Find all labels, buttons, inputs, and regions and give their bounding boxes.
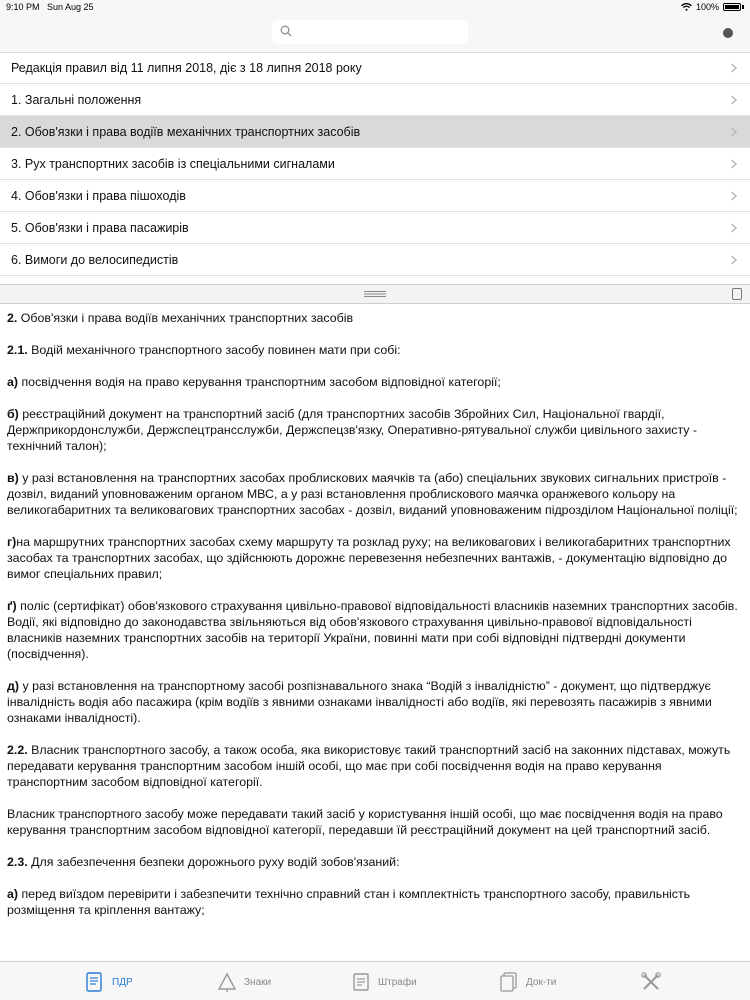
search-bar (0, 14, 750, 53)
chevron-right-icon (730, 191, 738, 201)
tab-znaky[interactable] (216, 968, 271, 996)
toc-item-6[interactable] (0, 244, 750, 276)
search-icon (280, 25, 292, 37)
toc-item-label: 6. Вимоги до велосипедистів (11, 253, 179, 267)
toc-item-3[interactable] (0, 148, 750, 180)
tab-label: ПДР (112, 976, 133, 988)
rule-2-3-a: а) перед виїздом перевірити і забезпечити технічно справний стан і комплектність транспортного засобу, правильність розміщення та кріплення вантажу; (7, 887, 691, 917)
toc-item-label: 3. Рух транспортних засобів із спеціальними сигналами (11, 157, 335, 171)
rule-2-2: 2.2. Власник транспортного засобу, а також особа, яка використовує такий транспортний засіб на законних підставах, можуть передавати керування транспортним засобом іншій особі, що має при собі посвідчення водія на право керування транспортним засобом відповідної категорії. (7, 743, 731, 789)
chevron-right-icon (730, 159, 738, 169)
panel-toggle-icon[interactable] (732, 288, 742, 300)
road-sign-icon (216, 971, 238, 993)
chevron-right-icon (730, 95, 738, 105)
chevron-right-icon (730, 255, 738, 265)
toc-item-2[interactable] (0, 116, 750, 148)
rule-2-3: 2.3. Для забезпечення безпеки дорожнього руху водій зобов'язаний: (7, 855, 400, 869)
toc-item-label: Редакція правил від 11 липня 2018, діє з 18 липня 2018 року (11, 61, 362, 75)
toc-item-label: 1. Загальні положення (11, 93, 142, 107)
toc-item-label: 2. Обов'язки і права водіїв механічних транспортних засобів (11, 125, 361, 139)
status-date: Sun Aug 25 (47, 2, 94, 12)
fine-document-icon (350, 971, 372, 993)
tab-label: Знаки (244, 976, 272, 988)
tab-settings[interactable] (640, 968, 662, 996)
rule-2-2-b: Власник транспортного засобу може передавати такий засіб у користування іншій особі, що має посвідчення водія на право керування транспортним засобом відповідної категорії, передавши їй реєстраційний документ на цей транспортний засіб. (7, 807, 723, 837)
split-divider[interactable] (0, 284, 750, 304)
drag-handle-icon[interactable] (364, 290, 386, 298)
search-input[interactable] (272, 20, 468, 44)
toc-item-label: 4. Обов'язки і права пішоходів (11, 189, 186, 203)
chevron-right-icon (730, 63, 738, 73)
toc-item-edition[interactable] (0, 52, 750, 84)
wifi-icon (681, 3, 692, 11)
tab-dokty[interactable] (498, 968, 556, 996)
toc-item-1[interactable] (0, 84, 750, 116)
status-right (681, 2, 744, 12)
tab-label: Штрафи (378, 976, 417, 988)
rules-content (0, 304, 750, 960)
profile-dot-button[interactable] (723, 28, 733, 38)
tab-bar (0, 961, 750, 1000)
toc-item-label: 5. Обов'язки і права пасажирів (11, 221, 189, 235)
rule-2-1-gg: ґ) поліс (сертифікат) обов'язкового страхування цивільно-правової відповідальності власників наземних транспортних засобів. Водії, які відповідно до законодавства звільняються від обов'язкового страхування цивільно-правової відповідальності власників наземних транспортних засобів на території України, повинні мати при собі відповідні підтвердні документи (посвідчення). (7, 599, 738, 661)
rule-2-1-v: в) у разі встановлення на транспортних засобах проблискових маячків та (або) спеціальних звукових сигнальних пристроїв - дозвіл, виданий уповноваженим органом МВС, а у разі встановлення проблискового маячка оранжевого кольору на великогабаритних та великовагових транспортних засобах - дозвіл, виданий уповноваженим підрозділом Національної поліції; (7, 471, 738, 517)
tab-label: Док-ти (526, 976, 557, 988)
rule-2-1-b: б) реєстраційний документ на транспортний засіб (для транспортних засобів Збройних Сил, Національної гвардії, Держприкордонслужби, Держспецтрансслужби, Держспецзв'язку, Оперативно-рятувальної служби цивільного захисту - технічний талон); (7, 407, 698, 453)
book-icon (84, 971, 106, 993)
toc-item-4[interactable] (0, 180, 750, 212)
chevron-right-icon (730, 127, 738, 137)
rule-2-1-g: г)на маршрутних транспортних засобах схему маршруту та розклад руху; на великовагових і великогабаритних транспортних засобах та транспортних засобах, що здійснюють дорожнє перевезення небезпечних вантажів, - документацію відповідно до вимог спеціальних правил; (7, 535, 731, 581)
rule-2-1-a: а) посвідчення водія на право керування транспортним засобом відповідної категорії; (7, 375, 501, 389)
documents-icon (498, 971, 520, 993)
status-bar (0, 0, 750, 14)
battery-percent: 100% (695, 2, 719, 12)
toc-item-5[interactable] (0, 212, 750, 244)
tools-icon (640, 971, 662, 993)
status-time: 9:10 PM (6, 2, 40, 12)
toc-list (0, 52, 750, 276)
tab-shtrafy[interactable] (350, 968, 417, 996)
chevron-right-icon (730, 223, 738, 233)
tab-pdr[interactable] (84, 968, 133, 996)
rule-2-1: 2.1. Водій механічного транспортного засобу повинен мати при собі: (7, 343, 401, 357)
section-heading: 2. Обов'язки і права водіїв механічних транспортних засобів (7, 311, 354, 325)
battery-icon (723, 3, 741, 11)
rule-2-1-d: д) у разі встановлення на транспортному засобі розпізнавального знака “Водій з інвалідністю” - документ, що підтверджує інвалідність водія або пасажира (крім водіїв з явними ознаками інвалідності або водіїв, які перевозять пасажирів з явними ознаками інвалідності). (7, 679, 712, 725)
